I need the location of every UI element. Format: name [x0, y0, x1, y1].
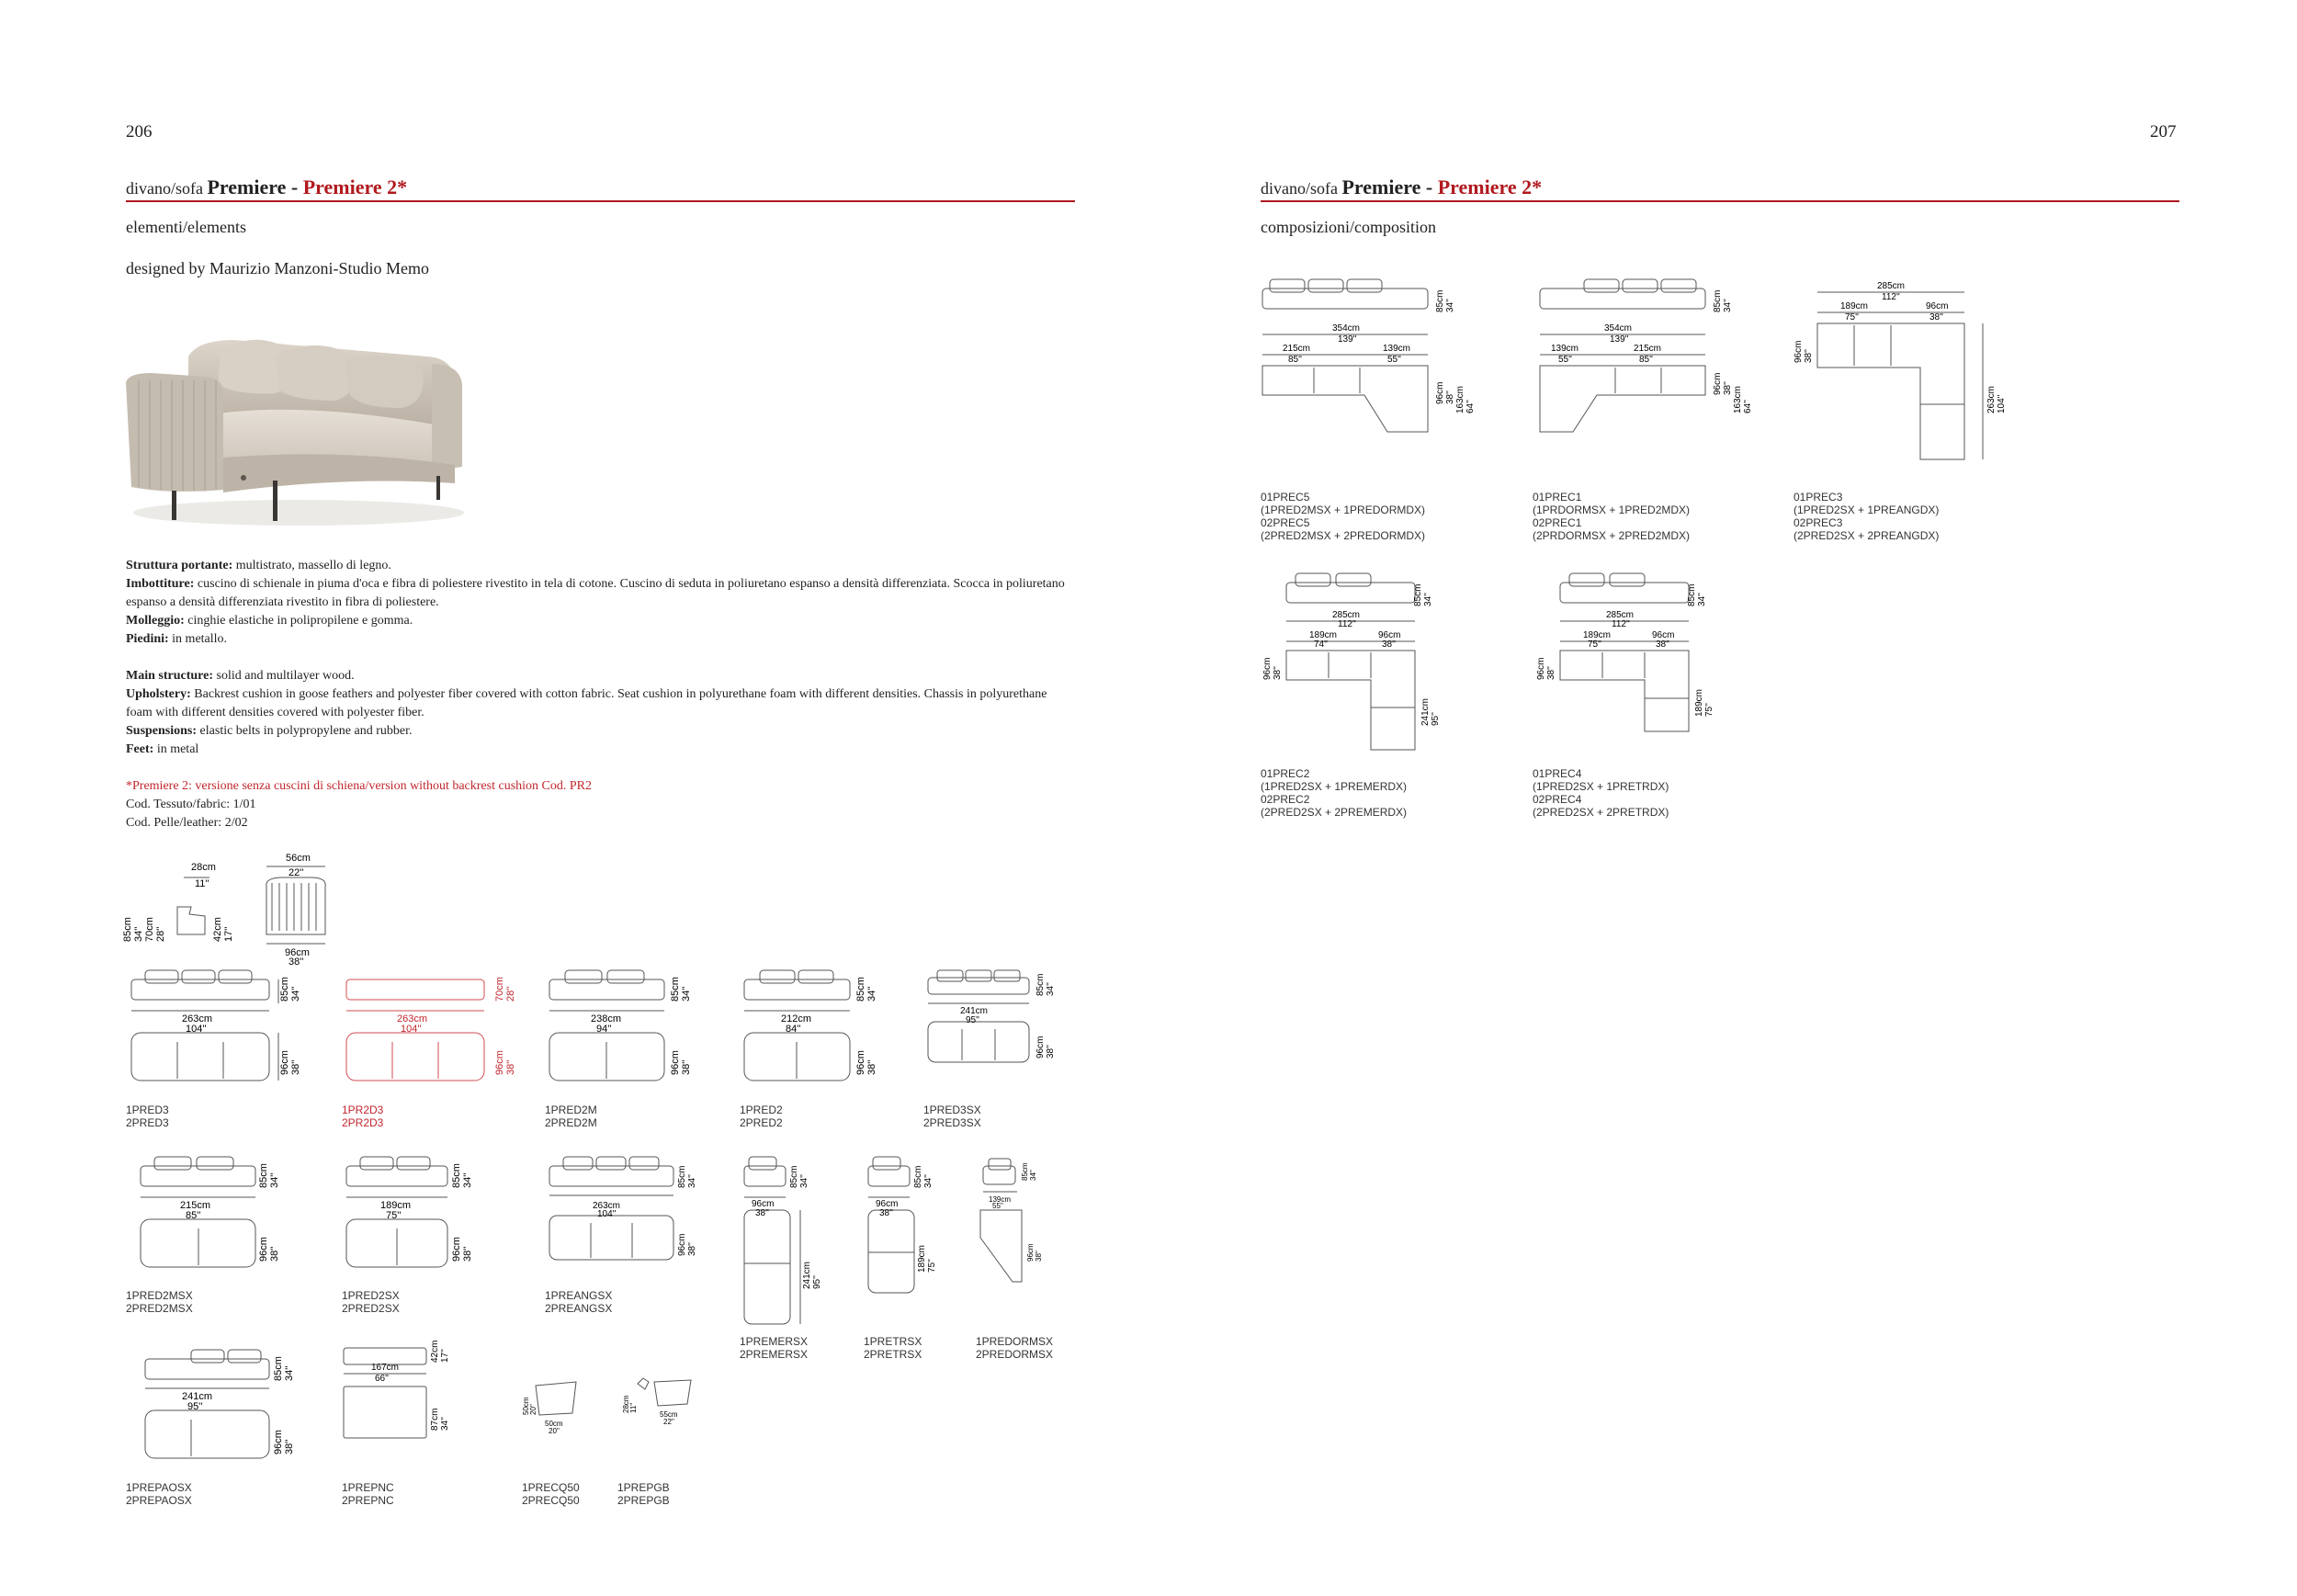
element-drawing-pretrsx [864, 1153, 946, 1300]
dimension-label: 38'' [1382, 640, 1396, 650]
dimension-label: 163cm [1455, 385, 1465, 413]
dimension-label: 95'' [812, 1275, 822, 1289]
dimension-label: 112'' [1338, 619, 1356, 629]
dimension-label: 167cm [371, 1363, 400, 1373]
composition-code: 01PREC5 (1PRED2MSX + 1PREDORMDX) 02PREC5 (2PRED2MSX + 2PREDORMDX) [1261, 491, 1426, 542]
dimension-label: 285cm [1332, 610, 1361, 620]
dim-label: 28'' [155, 926, 166, 942]
dimension-label: 20'' [529, 1404, 537, 1415]
element-code: 1PRED2M 2PRED2M [545, 1104, 597, 1129]
dimension-label: 34'' [462, 1172, 473, 1188]
dimension-label: 38'' [866, 1059, 877, 1075]
dimension-label: 163cm [1733, 385, 1743, 413]
dimension-label: 55'' [992, 1202, 1003, 1210]
designer-credit: designed by Maurizio Manzoni-Studio Memo [126, 259, 429, 277]
dim-label: 22'' [289, 867, 304, 878]
dimension-label: 189cm [1840, 301, 1869, 311]
spec-row: Molleggio: cinghie elastiche in polipropilene e gomma. [126, 614, 413, 628]
composition-drawing-prec3 [1790, 276, 2010, 459]
premiere2-note: *Premiere 2: versione senza cuscini di schiena/version without backrest cushion Cod. PR2 [126, 779, 593, 793]
dimension-label: 74'' [1314, 640, 1328, 650]
spec-row: Main structure: solid and multilayer wood. [126, 669, 355, 683]
dimension-label: 139cm [1383, 344, 1411, 354]
composition-code: 01PREC3 (1PRED2SX + 1PREANGDX) 02PREC3 (2PRED2SX + 2PREANGDX) [1793, 491, 1940, 542]
dimension-label: 34'' [1423, 593, 1433, 606]
dimension-label: 95'' [966, 1015, 979, 1025]
dimension-label: 96cm [1026, 1243, 1035, 1262]
dimension-label: 38'' [1656, 640, 1669, 650]
dimension-label: 85cm [1021, 1162, 1029, 1181]
dimension-label: 34'' [269, 1172, 280, 1188]
dimension-label: 28'' [505, 986, 516, 1002]
element-drawing-pr2d3 [342, 967, 526, 1100]
element-code: 1PREPAOSX 2PREPAOSX [126, 1481, 192, 1507]
dim-label: 28cm [191, 862, 216, 873]
dimension-label: 104'' [1997, 394, 2007, 413]
composition-drawing-prec4 [1533, 570, 1716, 744]
spec-row: Feet: in metal [126, 742, 199, 756]
dimension-label: 85cm [1687, 583, 1697, 606]
dimension-label: 215cm [1634, 344, 1662, 354]
dimension-label: 85cm [1413, 583, 1423, 606]
spec-row: Imbottiture: cuscino di schienale in piuma d'oca e fibra di poliestere rivestito in tela di cotone. Cuscino di seduta in poliuretano espanso a densità differenziata. Scocca in poliuretano espanso a densità differenziata rivestito in fibra di poliestere. [126, 577, 1065, 609]
dimension-label: 189cm [1694, 688, 1704, 717]
dimension-label: 354cm [1332, 323, 1361, 334]
section-subtitle-left: elementi/elements [126, 218, 246, 236]
composition-code: 01PREC2 (1PRED2SX + 1PREMERDX) 02PREC2 (2PRED2SX + 2PREMERDX) [1261, 767, 1408, 819]
page-header-right [1261, 175, 1542, 199]
fabric-code: Cod. Tessuto/fabric: 1/01 [126, 798, 256, 811]
dimension-label: 42cm [430, 1340, 440, 1363]
dimension-label: 64'' [1465, 400, 1476, 413]
element-drawing-pred2msx [127, 1153, 292, 1282]
dimension-label: 38'' [1546, 666, 1556, 680]
header-prefix: divano/sofa [126, 179, 203, 198]
header-variant: Premiere 2* [302, 175, 408, 198]
spec-italian [126, 557, 1072, 649]
dimension-label: 85'' [1639, 355, 1653, 365]
page-number-right: 207 [2150, 122, 2177, 141]
dimension-label: 96cm [1536, 657, 1546, 680]
dimension-label: 96cm [1793, 340, 1804, 363]
dimension-label: 34'' [799, 1174, 809, 1188]
dimension-label: 20'' [549, 1427, 560, 1435]
dimension-label: 85cm [670, 977, 681, 1002]
dimension-label: 85'' [1288, 355, 1302, 365]
dim-label: 42cm [212, 917, 223, 942]
dim-label: 96cm [285, 947, 310, 958]
element-drawing-pred3 [127, 967, 311, 1100]
dimension-label: 85cm [273, 1356, 284, 1381]
dimension-label: 85cm [1435, 289, 1445, 312]
dimension-label: 96cm [876, 1199, 899, 1209]
dimension-label: 34'' [440, 1417, 450, 1431]
dimension-label: 38'' [1035, 1251, 1043, 1262]
dim-label: 11'' [195, 878, 209, 889]
dimension-label: 17'' [440, 1349, 450, 1363]
element-drawing-prepaosx [127, 1346, 311, 1475]
dimension-label: 85cm [1035, 973, 1046, 996]
dimension-label: 96cm [752, 1199, 775, 1209]
dimension-label: 94'' [596, 1024, 612, 1035]
dimension-label: 38'' [505, 1059, 516, 1075]
composition-drawing-prec2 [1259, 570, 1443, 763]
element-code: 1PRED3 2PRED3 [126, 1104, 169, 1129]
dim-label: 17'' [223, 926, 234, 942]
dimension-label: 96cm [855, 1050, 866, 1075]
dimension-label: 75'' [386, 1210, 402, 1221]
dimension-label: 104'' [597, 1209, 617, 1219]
element-code: 1PRED2MSX 2PRED2MSX [126, 1289, 193, 1315]
dimension-label: 85cm [258, 1163, 269, 1188]
spec-row: Struttura portante: multistrato, massello di legno. [126, 559, 391, 572]
header-rule-right [1261, 200, 2179, 202]
element-drawing-pred2sx [342, 1153, 489, 1282]
dimension-label: 241cm [960, 1006, 989, 1016]
dimension-label: 50cm [545, 1420, 563, 1428]
dimension-label: 34'' [290, 986, 301, 1002]
page-number-left: 206 [126, 122, 153, 141]
dimension-label: 38'' [269, 1246, 280, 1262]
dimension-label: 96cm [451, 1237, 462, 1262]
dimension-label: 38'' [755, 1208, 769, 1218]
dimension-label: 11'' [629, 1402, 638, 1413]
sofa-photo [115, 320, 473, 531]
element-code: 1PRED3SX 2PRED3SX [923, 1104, 981, 1129]
dimension-label: 139'' [1338, 334, 1357, 345]
dim-label: 56cm [286, 853, 311, 864]
dimension-label: 139cm [1551, 344, 1579, 354]
header-rule-left [126, 200, 1075, 202]
element-code: 1PREPNC 2PREPNC [342, 1481, 394, 1507]
dimension-label: 28cm [622, 1395, 630, 1413]
composition-drawing-prec5 [1259, 276, 1479, 459]
dimension-label: 34'' [866, 986, 877, 1002]
dimension-label: 38'' [1046, 1045, 1056, 1058]
dimension-label: 34'' [1029, 1170, 1037, 1181]
dimension-label: 96cm [1035, 1036, 1046, 1058]
dimension-label: 96cm [258, 1237, 269, 1262]
dimension-label: 139cm [989, 1195, 1012, 1204]
dimension-label: 96cm [670, 1050, 681, 1075]
element-drawing-pred2 [740, 967, 896, 1100]
dim-label: 70cm [144, 917, 155, 942]
dimension-label: 34'' [284, 1365, 295, 1381]
spec-row: Piedini: in metallo. [126, 632, 228, 646]
element-drawing-pred3sx [923, 967, 1080, 1077]
element-drawing-pred2m [545, 967, 710, 1100]
dimension-label: 96cm [1262, 657, 1273, 680]
dimension-label: 96cm [273, 1430, 284, 1455]
dimension-label: 96cm [1713, 372, 1723, 395]
element-drawing-prepnc [342, 1340, 461, 1445]
element-drawing-precq50 [519, 1378, 611, 1438]
dimension-label: 22'' [663, 1418, 674, 1426]
dimension-label: 263cm [1986, 385, 1997, 413]
dimension-label: 354cm [1604, 323, 1633, 334]
dimension-label: 50cm [522, 1397, 530, 1415]
profile-drawing [118, 850, 347, 968]
section-subtitle-right: composizioni/composition [1261, 218, 1436, 236]
dimension-label: 87cm [430, 1408, 440, 1431]
dimension-label: 38'' [290, 1059, 301, 1075]
element-drawing-premersx [740, 1153, 822, 1332]
header-prefix: divano/sofa [1261, 179, 1338, 198]
dimension-label: 34'' [1723, 299, 1733, 312]
dimension-label: 38'' [1804, 349, 1814, 363]
dimension-label: 85cm [279, 977, 290, 1002]
dimension-label: 104'' [186, 1024, 207, 1035]
dimension-label: 263cm [397, 1013, 428, 1024]
element-drawing-prepgb [617, 1376, 709, 1436]
dimension-label: 38'' [1445, 391, 1455, 404]
dimension-label: 95'' [187, 1401, 203, 1412]
dimension-label: 34'' [687, 1174, 697, 1188]
dimension-label: 112'' [1882, 292, 1900, 302]
dimension-label: 241cm [182, 1391, 213, 1402]
dimension-label: 34'' [1445, 299, 1455, 312]
dimension-label: 96cm [1378, 630, 1401, 640]
dimension-label: 215cm [180, 1200, 211, 1211]
dimension-label: 75'' [1845, 312, 1859, 323]
element-code: 1PREDORMSX 2PREDORMSX [976, 1335, 1054, 1361]
element-drawing-preangsx [545, 1153, 710, 1273]
dimension-label: 189cm [917, 1244, 927, 1273]
element-code: 1PRETRSX 2PRETRSX [864, 1335, 922, 1361]
dimension-label: 84'' [786, 1024, 801, 1035]
dimension-label: 189cm [1583, 630, 1612, 640]
dimension-label: 34'' [1697, 593, 1707, 606]
dimension-label: 34'' [1046, 982, 1056, 996]
dimension-label: 85cm [855, 977, 866, 1002]
spec-english [126, 667, 1072, 759]
dimension-label: 241cm [1420, 697, 1431, 726]
composition-code: 01PREC1 (1PRDORMSX + 1PRED2MDX) 02PREC1 (2PRDORMSX + 2PRED2MDX) [1533, 491, 1691, 542]
dimension-label: 85cm [451, 1163, 462, 1188]
dimension-label: 75'' [1588, 640, 1601, 650]
dimension-label: 38'' [879, 1208, 893, 1218]
dimension-label: 55cm [660, 1410, 678, 1419]
dimension-label: 38'' [1929, 312, 1943, 323]
dimension-label: 85cm [913, 1165, 923, 1188]
element-code: 1PREMERSX 2PREMERSX [740, 1335, 809, 1361]
element-drawing-predormsx [976, 1153, 1068, 1291]
dimension-label: 96cm [1435, 381, 1445, 404]
header-variant: Premiere 2* [1437, 175, 1543, 198]
dimension-label: 139'' [1610, 334, 1629, 345]
dimension-label: 85'' [186, 1210, 201, 1221]
dimension-label: 96cm [279, 1050, 290, 1075]
composition-drawing-prec1 [1533, 276, 1753, 459]
composition-code: 01PREC4 (1PRED2SX + 1PRETRDX) 02PREC4 (2PRED2SX + 2PRETRDX) [1533, 767, 1669, 819]
dimension-label: 189cm [380, 1200, 412, 1211]
page-header-left [126, 175, 407, 199]
element-code: 1PR2D3 2PR2D3 [342, 1104, 384, 1129]
dimension-label: 96cm [677, 1233, 687, 1256]
dim-label: 38'' [289, 956, 304, 968]
dimension-label: 38'' [462, 1246, 473, 1262]
dimension-label: 66'' [375, 1374, 389, 1384]
dimension-label: 285cm [1606, 610, 1635, 620]
dimension-label: 75'' [927, 1259, 937, 1273]
dimension-label: 189cm [1309, 630, 1338, 640]
dimension-label: 95'' [1431, 712, 1441, 726]
dimension-label: 38'' [1723, 381, 1733, 395]
dimension-label: 263cm [593, 1201, 621, 1211]
dimension-label: 238cm [591, 1013, 622, 1024]
dimension-label: 96cm [1652, 630, 1675, 640]
dimension-label: 75'' [1704, 703, 1714, 717]
dimension-label: 241cm [802, 1261, 812, 1289]
dimension-label: 38'' [284, 1439, 295, 1455]
element-code: 1PRED2 2PRED2 [740, 1104, 783, 1129]
dimension-label: 85cm [677, 1165, 687, 1188]
dimension-label: 34'' [923, 1174, 934, 1188]
dimension-label: 285cm [1877, 281, 1906, 291]
dimension-label: 263cm [182, 1013, 213, 1024]
element-code: 1PREPGB 2PREPGB [617, 1481, 670, 1507]
dimension-label: 104'' [401, 1024, 422, 1035]
dimension-label: 96cm [494, 1050, 505, 1075]
element-code: 1PRED2SX 2PRED2SX [342, 1289, 400, 1315]
dimension-label: 85cm [789, 1165, 799, 1188]
dimension-label: 38'' [1273, 666, 1283, 680]
dimension-label: 38'' [687, 1242, 697, 1256]
header-model: Premiere - [207, 175, 303, 198]
leather-code: Cod. Pelle/leather: 2/02 [126, 816, 248, 830]
element-code: 1PRECQ50 2PRECQ50 [522, 1481, 580, 1507]
dimension-label: 64'' [1743, 400, 1753, 413]
dimension-label: 112'' [1612, 619, 1630, 629]
dim-label: 85cm [122, 917, 133, 942]
dimension-label: 212cm [781, 1013, 812, 1024]
dimension-label: 70cm [494, 977, 505, 1002]
spec-row: Upholstery: Backrest cushion in goose feathers and polyester fiber covered with cotton fabric. Seat cushion in polyurethane foam with different densities. Chassis in polyurethane foam with different densities covered with polyester fiber. [126, 687, 1047, 719]
spec-row: Suspensions: elastic belts in polypropylene and rubber. [126, 724, 413, 738]
dimension-label: 215cm [1283, 344, 1311, 354]
dimension-label: 96cm [1926, 301, 1949, 311]
dim-label: 34'' [133, 926, 144, 942]
dimension-label: 55'' [1387, 355, 1401, 365]
dimension-label: 85cm [1713, 289, 1723, 312]
header-model: Premiere - [1341, 175, 1438, 198]
dimension-label: 34'' [681, 986, 692, 1002]
dimension-label: 55'' [1558, 355, 1572, 365]
dimension-label: 38'' [681, 1059, 692, 1075]
element-code: 1PREANGSX 2PREANGSX [545, 1289, 613, 1315]
